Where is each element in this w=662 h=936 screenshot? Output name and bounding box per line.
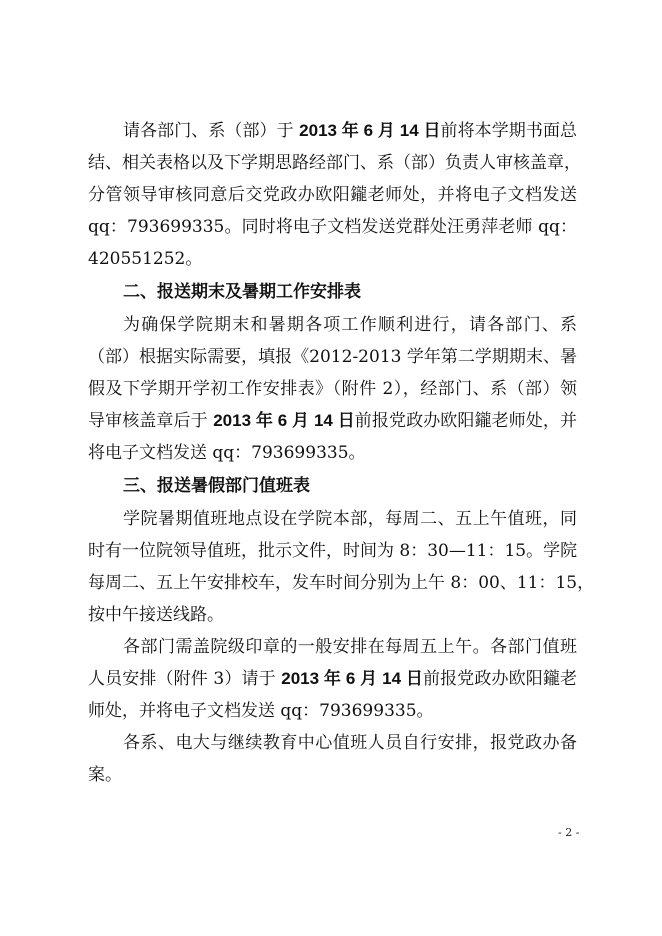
paragraph-line bbox=[88, 535, 577, 567]
section-heading bbox=[88, 275, 577, 309]
text-run: 二、报送期末及暑期工作安排表 bbox=[123, 282, 361, 302]
text-run: 各系、电大与继续教育中心值班人员自行安排，报党政办备 bbox=[123, 733, 577, 753]
text-run: 前报党政办欧阳鑨老师处，并 bbox=[354, 411, 577, 431]
text-run: 学院暑期值班地点设在学院本部，每周二、五上午值班，同 bbox=[123, 509, 577, 529]
text-run: 每周二、五上午安排校车，发车时间分别为上午 8：00、11：15， bbox=[88, 573, 595, 593]
text-run: 按中午接送线路。 bbox=[88, 605, 224, 625]
text-run: 分管领导审核同意后交党政办欧阳鑨老师处，并将电子文档发送 bbox=[88, 185, 577, 205]
paragraph-line bbox=[88, 503, 577, 535]
paragraph-line bbox=[88, 663, 577, 695]
paragraph-line bbox=[88, 373, 577, 405]
paragraph-line bbox=[88, 243, 577, 275]
paragraph-line bbox=[88, 309, 577, 341]
paragraph-line bbox=[88, 695, 577, 727]
paragraph-line bbox=[88, 115, 577, 147]
text-run: 为确保学院期末和暑期各项工作顺利进行，请各部门、系 bbox=[123, 315, 577, 335]
paragraph-line bbox=[88, 341, 577, 373]
text-run: 420551252。 bbox=[88, 249, 203, 269]
text-run: 请各部门、系（部）于 bbox=[123, 121, 300, 141]
paragraph-line bbox=[88, 599, 577, 631]
text-run: 假及下学期开学初工作安排表》（附件 2），经部门、系（部）领 bbox=[88, 379, 577, 399]
text-run: 导审核盖章后于 bbox=[88, 411, 214, 431]
text-run: 结、相关表格以及下学期思路经部门、系（部）负责人审核盖章， bbox=[88, 153, 581, 173]
text-run: 师处，并将电子文档发送 qq：793699335。 bbox=[88, 701, 434, 721]
bold-date: 2013 年 6 月 14 日 bbox=[281, 669, 424, 688]
text-run: 人员安排（附件 3）请于 bbox=[88, 669, 282, 689]
paragraph-line bbox=[88, 727, 577, 759]
paragraph-line bbox=[88, 437, 577, 469]
text-run: 时有一位院领导值班，批示文件，时间为 8：30—11：15。学院 bbox=[88, 541, 578, 561]
bold-date: 2013 年 6 月 14 日 bbox=[299, 121, 441, 140]
paragraph-line bbox=[88, 631, 577, 663]
text-run: 三、报送暑假部门值班表 bbox=[123, 476, 310, 496]
text-run: qq：793699335。同时将电子文档发送党群处汪勇萍老师 qq： bbox=[88, 217, 577, 237]
paragraph-line bbox=[88, 405, 577, 437]
document-body bbox=[88, 115, 595, 791]
text-run: 前报党政办欧阳鑨老 bbox=[423, 669, 577, 689]
text-run: 前将本学期书面总 bbox=[440, 121, 578, 141]
paragraph-line bbox=[88, 179, 577, 211]
paragraph-line bbox=[88, 567, 595, 599]
page-number: - 2 - bbox=[558, 826, 580, 839]
text-run: 将电子文档发送 qq：793699335。 bbox=[88, 443, 366, 463]
paragraph-line bbox=[88, 759, 577, 791]
paragraph-line bbox=[88, 147, 581, 179]
text-run: （部）根据实际需要，填报《2012-2013 学年第二学期期末、暑 bbox=[88, 347, 577, 367]
bold-date: 2013 年 6 月 14 日 bbox=[213, 411, 355, 430]
text-run: 案。 bbox=[88, 765, 122, 785]
paragraph-line bbox=[88, 211, 577, 243]
text-run: 各部门需盖院级印章的一般安排在每周五上午。各部门值班 bbox=[123, 637, 577, 657]
section-heading bbox=[88, 469, 577, 503]
